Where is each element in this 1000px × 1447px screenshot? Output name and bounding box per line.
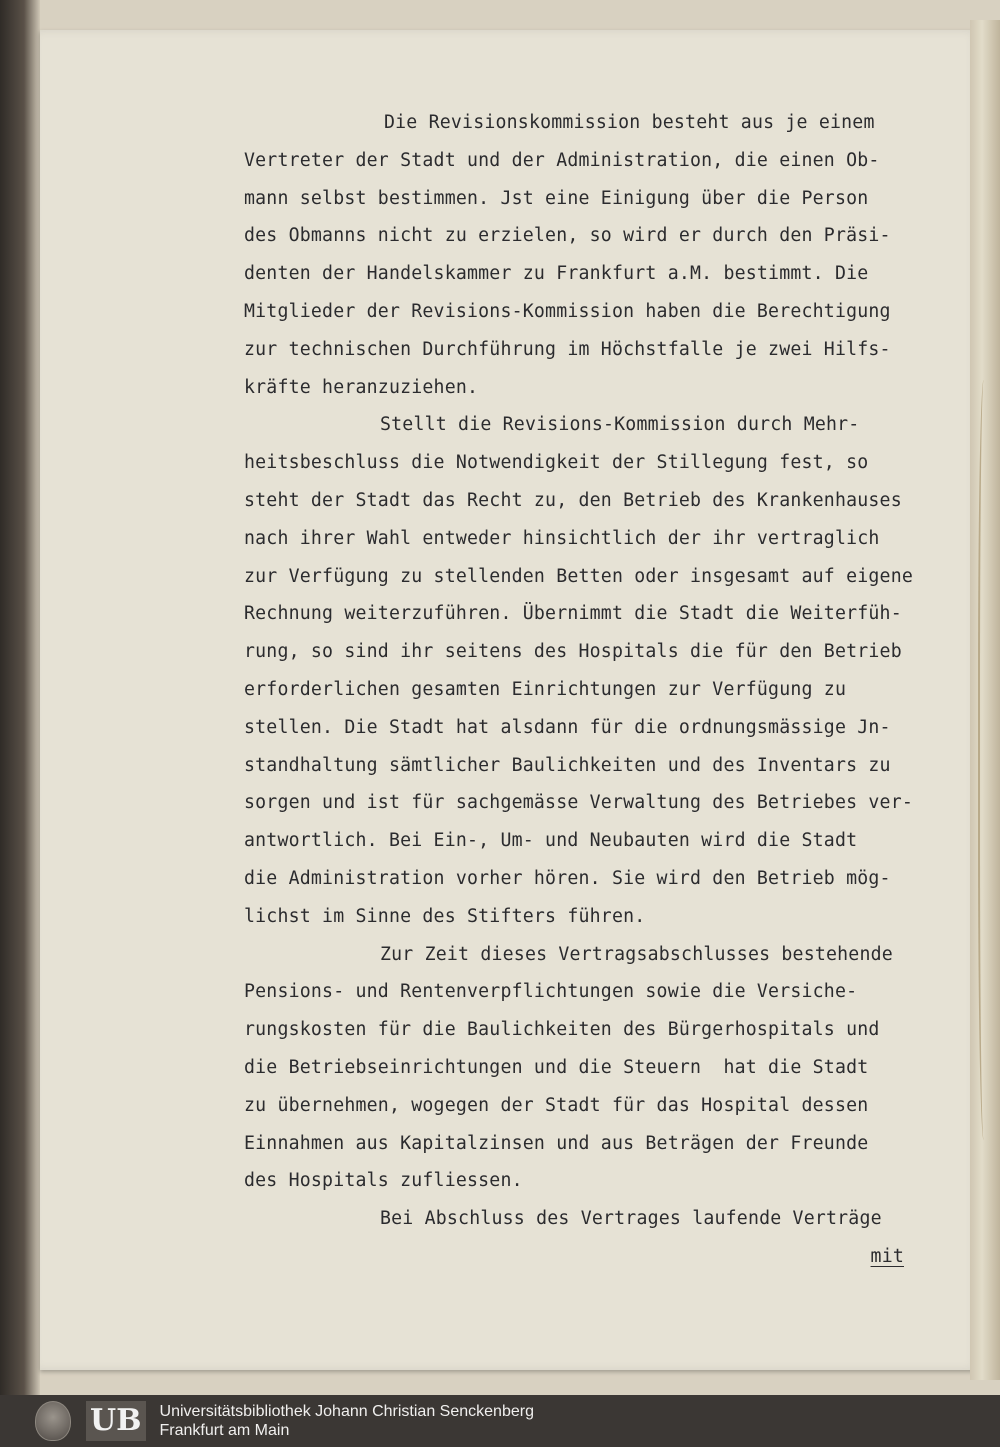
text-line: sorgen und ist für sachgemässe Verwaltung des Betriebes ver- — [244, 792, 913, 814]
text-line: rung, so sind ihr seitens des Hospitals die für den Betrieb — [244, 641, 902, 663]
text-line: mann selbst bestimmen. Jst eine Einigung über die Person — [244, 187, 869, 209]
text-line: kräfte heranzuziehen. — [244, 376, 479, 398]
library-caption — [160, 1402, 534, 1440]
text-line: Mitglieder der Revisions-Kommission haben die Berechtigung — [244, 300, 891, 322]
catchword — [244, 1238, 956, 1276]
binding-thread — [978, 380, 992, 1140]
text-line: denten der Handelskammer zu Frankfurt a.M. bestimmt. Die — [244, 263, 869, 285]
text-line: die Administration vorher hören. Sie wird den Betrieb mög- — [244, 867, 891, 889]
text-line: steht der Stadt das Recht zu, den Betrieb des Krankenhauses — [244, 489, 902, 511]
text-line: Stellt die Revisions-Kommission durch Mehr- — [380, 414, 860, 436]
text-line: des Obmanns nicht zu erzielen, so wird er durch den Präsi- — [244, 225, 891, 247]
text-line: zur technischen Durchführung im Höchstfalle je zwei Hilfs- — [244, 338, 891, 360]
library-name: Universitätsbibliothek Johann Christian Senckenberg — [159, 1403, 534, 1420]
text-line: Bei Abschluss des Vertrages laufende Verträge — [380, 1208, 882, 1230]
text-line: die Betriebseinrichtungen und die Steuern hat die Stadt — [244, 1056, 869, 1078]
library-footer — [0, 1395, 1000, 1447]
text-line: antwortlich. Bei Ein-, Um- und Neubauten wird die Stadt — [244, 830, 858, 852]
text-line: heitsbeschluss die Notwendigkeit der Stillegung fest, so — [244, 452, 869, 474]
book-edge — [0, 0, 40, 1395]
catchword-text: mit — [870, 1245, 904, 1267]
document-text — [244, 104, 956, 1276]
ub-logo-mark: UB — [86, 1401, 146, 1441]
text-line: zur Verfügung zu stellenden Betten oder insgesamt auf eigene — [244, 565, 913, 587]
text-line: Vertreter der Stadt und der Administration, die einen Ob- — [244, 149, 880, 171]
text-line: Rechnung weiterzuführen. Übernimmt die Stadt die Weiterfüh- — [244, 603, 902, 625]
text-line: Die Revisionskommission besteht aus je einem — [384, 112, 875, 133]
text-line: Einnahmen aus Kapitalzinsen und aus Beträgen der Freunde — [244, 1132, 869, 1154]
text-line: nach ihrer Wahl entweder hinsichtlich der ihr vertraglich — [244, 527, 880, 549]
text-line: rungskosten für die Baulichkeiten des Bürgerhospitals und — [244, 1019, 880, 1041]
text-line: stellen. Die Stadt hat alsdann für die ordnungsmässige Jn- — [244, 716, 891, 738]
text-line: Zur Zeit dieses Vertragsabschlusses bestehende — [380, 943, 893, 965]
portrait-seal-icon — [35, 1401, 71, 1441]
text-line: zu übernehmen, wogegen der Stadt für das Hospital dessen — [244, 1094, 869, 1116]
library-city: Frankfurt am Main — [159, 1422, 290, 1439]
text-line: erforderlichen gesamten Einrichtungen zur Verfügung zu — [244, 678, 847, 700]
text-line: standhaltung sämtlicher Baulichkeiten und des Inventars zu — [244, 754, 891, 776]
text-line: Pensions- und Rentenverpflichtungen sowie die Versiche- — [244, 981, 858, 1003]
text-line: lichst im Sinne des Stifters führen. — [244, 905, 646, 927]
text-line: des Hospitals zufliessen. — [244, 1170, 523, 1192]
library-logo — [22, 1400, 84, 1442]
